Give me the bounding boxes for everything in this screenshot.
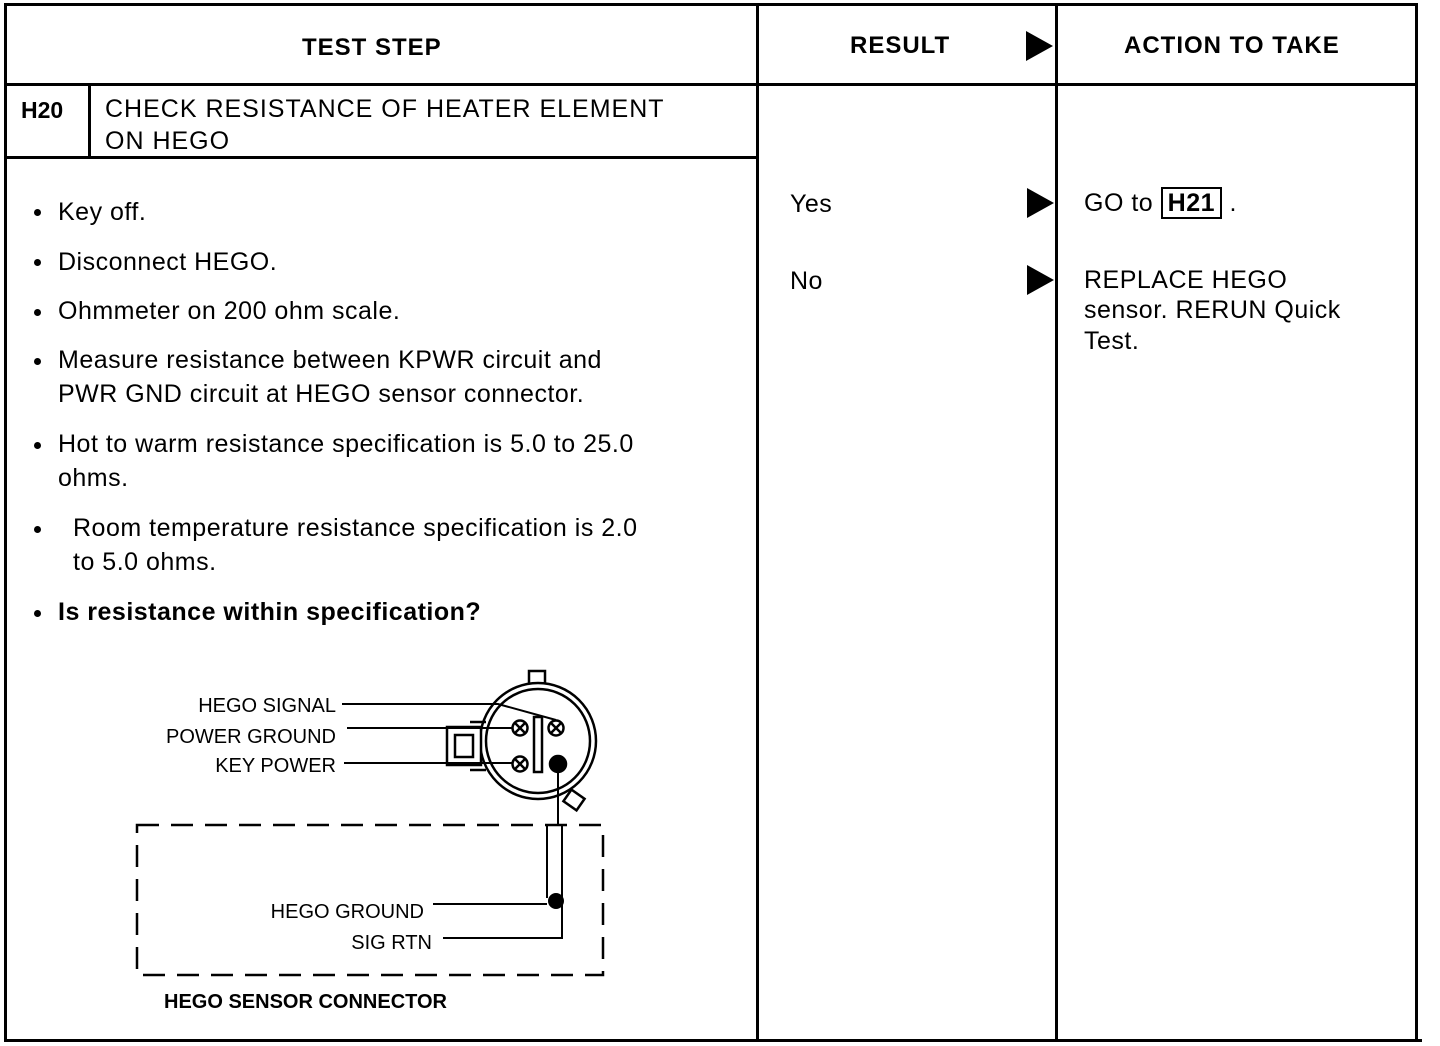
result-no: No xyxy=(790,267,823,295)
header-bottom-rule xyxy=(4,83,1418,86)
instruction-item: Room temperature resistance specification is 2.0 xyxy=(73,514,638,542)
action-no-line1: REPLACE HEGO xyxy=(1084,266,1288,294)
step-ref-h21[interactable]: H21 xyxy=(1161,187,1222,219)
step-title-line2: ON HEGO xyxy=(105,127,231,155)
instruction-item: Ohmmeter on 200 ohm scale. xyxy=(58,297,401,325)
bullet-icon xyxy=(34,610,41,617)
bullet-icon xyxy=(34,526,41,533)
hego-connector-diagram xyxy=(0,640,756,1040)
header-action: ACTION TO TAKE xyxy=(1124,32,1340,59)
action-no-line3: Test. xyxy=(1084,327,1140,355)
result-no-arrow-icon xyxy=(1027,265,1054,295)
label-sig-rtn: SIG RTN xyxy=(351,932,432,954)
action-yes-prefix: GO to xyxy=(1084,189,1154,217)
instruction-item: Measure resistance between KPWR circuit and xyxy=(58,346,602,374)
diagram-caption: HEGO SENSOR CONNECTOR xyxy=(164,991,447,1013)
label-power-ground: POWER GROUND xyxy=(166,726,336,748)
step-title-line1: CHECK RESISTANCE OF HEATER ELEMENT xyxy=(105,95,665,123)
action-yes-suffix: . xyxy=(1229,189,1237,217)
action-yes xyxy=(1084,186,1237,220)
header-result: RESULT xyxy=(850,32,951,59)
instruction-item: Disconnect HEGO. xyxy=(58,248,278,276)
connector-icon xyxy=(447,671,596,810)
instruction-item-cont: to 5.0 ohms. xyxy=(73,548,217,576)
header-test-step: TEST STEP xyxy=(302,34,442,61)
frame-top xyxy=(4,3,1418,6)
result-yes: Yes xyxy=(790,190,833,218)
bullet-icon xyxy=(34,442,41,449)
instruction-item: Hot to warm resistance specification is 5.0 to 25.0 xyxy=(58,430,634,458)
frame-right xyxy=(1415,3,1418,1042)
instruction-item-cont: PWR GND circuit at HEGO sensor connector. xyxy=(58,380,585,408)
instruction-item: Key off. xyxy=(58,198,147,226)
label-key-power: KEY POWER xyxy=(215,755,336,777)
result-yes-arrow-icon xyxy=(1027,188,1054,218)
divider-action xyxy=(1055,3,1058,1042)
instruction-item-cont: ohms. xyxy=(58,464,129,492)
label-hego-ground: HEGO GROUND xyxy=(270,901,424,923)
bullet-icon xyxy=(34,209,41,216)
step-id: H20 xyxy=(21,97,64,123)
bullet-icon xyxy=(34,259,41,266)
bullet-icon xyxy=(34,358,41,365)
step-id-divider xyxy=(88,86,91,158)
label-hego-signal: HEGO SIGNAL xyxy=(198,695,336,717)
header-arrow-icon xyxy=(1026,31,1053,61)
instruction-question: Is resistance within specification? xyxy=(58,598,482,626)
action-no-line2: sensor. RERUN Quick xyxy=(1084,296,1341,324)
bullet-icon xyxy=(34,309,41,316)
